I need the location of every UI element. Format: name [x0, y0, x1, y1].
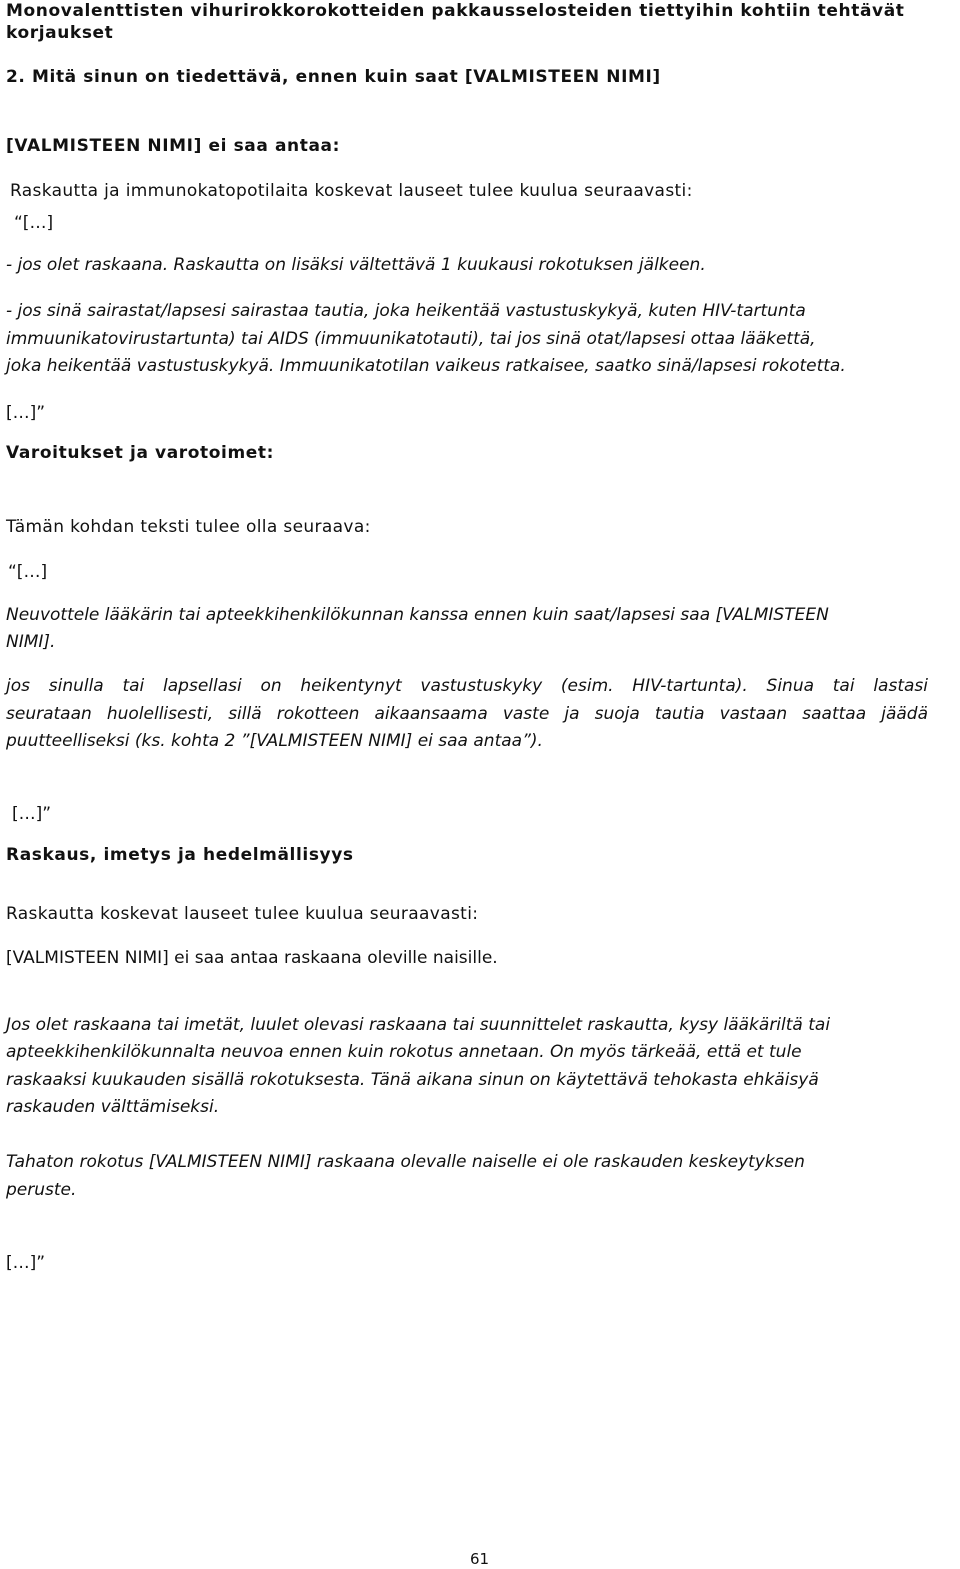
bullet-immunodeficiency-line-2: immuunikatovirustartunta) tai AIDS (immuunikatotauti), tai jos sinä otat/lapsesi ottaa lääkettä, — [6, 329, 816, 349]
close-quote: […]” — [6, 1253, 46, 1273]
intro-text: Raskautta ja immunokatopotilaita koskevat lauseet tulee kuulua seuraavasti: — [10, 181, 693, 201]
warnings-paragraph-2-line-2: seurataan huolellisesti, sillä rokotteen aikaansaama vaste ja suoja tautia vastaan saattaa jäädä — [6, 704, 928, 724]
close-quote: […]” — [6, 403, 46, 423]
warnings-heading: Varoitukset ja varotoimet: — [6, 443, 275, 463]
open-quote: “[…] — [14, 213, 54, 233]
pregnancy-heading: Raskaus, imetys ja hedelmällisyys — [6, 845, 354, 865]
pregnancy-paragraph-1-line-3: raskaaksi kuukauden sisällä rokotuksesta. Tänä aikana sinun on käytettävä tehokasta ehkäisyä — [6, 1070, 819, 1090]
page-number: 61 — [470, 1550, 490, 1568]
pregnancy-paragraph-2-line-2: peruste. — [6, 1180, 77, 1200]
pregnancy-paragraph-1-line-2: apteekkihenkilökunnalta neuvoa ennen kuin rokotus annetaan. On myös tärkeää, että et tule — [6, 1042, 802, 1062]
warnings-paragraph-1-line-1: Neuvottele lääkärin tai apteekkihenkilökunnan kanssa ennen kuin saat/lapsesi saa [VALMISTEEN — [6, 605, 829, 625]
document-title-line-2: korjaukset — [6, 23, 114, 43]
pregnancy-paragraph-1-line-4: raskauden välttämiseksi. — [6, 1097, 220, 1117]
warnings-paragraph-1-line-2: NIMI]. — [6, 632, 56, 652]
close-quote: […]” — [12, 804, 52, 824]
section-heading: 2. Mitä sinun on tiedettävä, ennen kuin saat [VALMISTEEN NIMI] — [6, 67, 661, 87]
bullet-immunodeficiency-line-1: - jos sinä sairastat/lapsesi sairastaa tautia, joka heikentää vastustuskykyä, kuten HIV-tartunta — [6, 301, 806, 321]
bullet-immunodeficiency-line-3: joka heikentää vastustuskykyä. Immuunikatotilan vaikeus ratkaisee, saatko sinä/lapsesi rokotetta. — [6, 356, 846, 376]
pregnancy-intro: Raskautta koskevat lauseet tulee kuulua seuraavasti: — [6, 904, 479, 924]
bullet-pregnancy: - jos olet raskaana. Raskautta on lisäksi vältettävä 1 kuukausi rokotuksen jälkeen. — [6, 255, 706, 275]
warnings-paragraph-2-line-1: jos sinulla tai lapsellasi on heikentynyt vastustuskyky (esim. HIV-tartunta). Sinua tai lastasi — [6, 676, 928, 696]
open-quote: “[…] — [8, 562, 48, 582]
warnings-intro: Tämän kohdan teksti tulee olla seuraava: — [6, 517, 371, 537]
pregnancy-paragraph-2-line-1: Tahaton rokotus [VALMISTEEN NIMI] raskaana olevalle naiselle ei ole raskauden keskeytyksen — [6, 1152, 805, 1172]
pregnancy-paragraph-1-line-1: Jos olet raskaana tai imetät, luulet olevasi raskaana tai suunnittelet raskautta, kysy lääkäriltä tai — [6, 1015, 831, 1035]
warnings-paragraph-2-line-3: puutteelliseksi (ks. kohta 2 ”[VALMISTEEN NIMI] ei saa antaa”). — [6, 731, 543, 751]
document-title-line-1: Monovalenttisten vihurirokkorokotteiden pakkausselosteiden tiettyihin kohtiin tehtävät — [6, 1, 905, 21]
subheading-contraindications: [VALMISTEEN NIMI] ei saa antaa: — [6, 136, 340, 156]
pregnancy-statement: [VALMISTEEN NIMI] ei saa antaa raskaana oleville naisille. — [6, 948, 498, 968]
